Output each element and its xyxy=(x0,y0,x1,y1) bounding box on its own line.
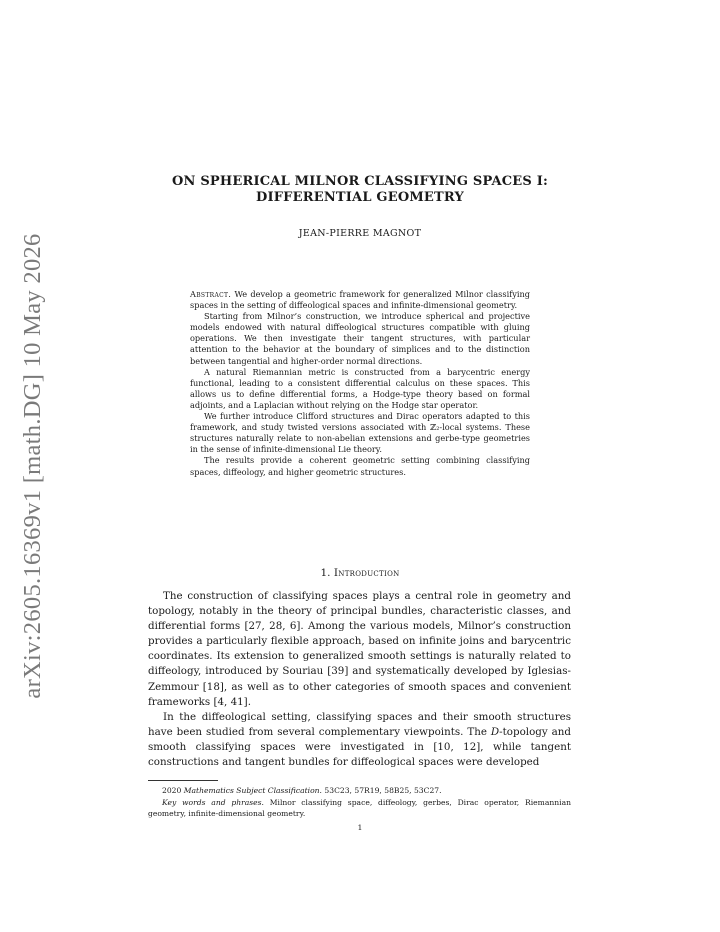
abstract-paragraph-4 xyxy=(190,411,530,455)
body-text xyxy=(148,589,571,770)
abstract-text-4b: -local systems. These structures naturally relate to non-abelian extensions and gerbe-type geometries in the sense of infinite-dimensional Lie theory. xyxy=(190,422,530,455)
body-paragraph-2 xyxy=(148,710,571,770)
abstract-text-1: We develop a geometric framework for generalized Milnor classifying spaces in the setting of diffeological spaces and infinite-dimensional geometry. xyxy=(190,289,530,311)
msc-footnote xyxy=(148,785,571,797)
body-paragraph-1: The construction of classifying spaces plays a central role in geometry and topology, notably in the theory of principal bundles, characteristic classes, and differential forms [27, 28, 6]. Among the various models, Milnor’s construction provides a particularly flexible approach, based on infinite joins and barycentric coordinates. Its extension to generalized smooth settings is naturally related to diffeology, introduced by Souriau [39] and systematically developed by Iglesias-Zemmour [18], as well as to other categories of smooth spaces and convenient frameworks [4, 41]. xyxy=(148,590,571,708)
abstract xyxy=(190,289,530,478)
footnote-rule xyxy=(148,780,218,781)
page-number: 1 xyxy=(357,823,363,832)
msc-label: Mathematics Subject Classification. xyxy=(183,786,322,795)
footnotes xyxy=(148,785,571,820)
paper-title xyxy=(150,174,570,206)
msc-year: 2020 xyxy=(162,786,182,795)
z2-symbol: ℤ₂ xyxy=(430,422,440,433)
section-number: 1. xyxy=(320,567,331,579)
abstract-label: Abstract. xyxy=(190,289,232,299)
title-line-2: DIFFERENTIAL GEOMETRY xyxy=(255,190,465,205)
body-text-2b: -topology and smooth classifying spaces were investigated in [10, 12], while tangent constructions and tangent bundles for diffeological spaces were developed xyxy=(148,725,571,769)
msc-codes: 53C23, 57R19, 58B25, 53C27. xyxy=(324,786,442,795)
keywords-footnote xyxy=(148,797,571,820)
d-topology-italic: D xyxy=(490,725,500,738)
section-title: Introduction xyxy=(333,567,400,579)
abstract-paragraph-2: Starting from Milnor’s construction, we introduce spherical and projective models endowed with natural diffeological structures compatible with gluing operations. We then investigate their tangent structures, with particular attention to the behavior at the boundary of simplices and to the distinction between tangential and higher-order normal directions. xyxy=(190,311,530,366)
abstract-paragraph-1 xyxy=(190,289,530,311)
section-heading xyxy=(150,567,570,579)
keywords-text: Milnor classifying space, diffeology, gerbes, Dirac operator, Riemannian geometry, infinite-dimensional geometry. xyxy=(148,797,571,818)
abstract-paragraph-5: The results provide a coherent geometric setting combining classifying spaces, diffeology, and higher geometric structures. xyxy=(190,455,530,477)
keywords-label: Key words and phrases. xyxy=(162,797,264,807)
abstract-paragraph-3: A natural Riemannian metric is constructed from a barycentric energy functional, leading to a consistent differential calculus on these spaces. This allows us to define differential forms, a Hodge-type theory based on formal adjoints, and a Laplacian without relying on the Hodge star operator. xyxy=(190,366,530,410)
author-name: JEAN-PIERRE MAGNOT xyxy=(298,228,422,239)
arxiv-identifier-text: arXiv:2605.16369v1 [math.DG] 10 May 2026 xyxy=(19,233,46,699)
abstract-text-4a: We further introduce Clifford structures and Dirac operators adapted to this framework, and study twisted versions associated with xyxy=(190,411,530,433)
body-text-2a: In the diffeological setting, classifying spaces and their smooth structures have been studied from several complementary viewpoints. The xyxy=(148,710,571,738)
title-line-1: ON SPHERICAL MILNOR CLASSIFYING SPACES I: xyxy=(171,174,549,189)
